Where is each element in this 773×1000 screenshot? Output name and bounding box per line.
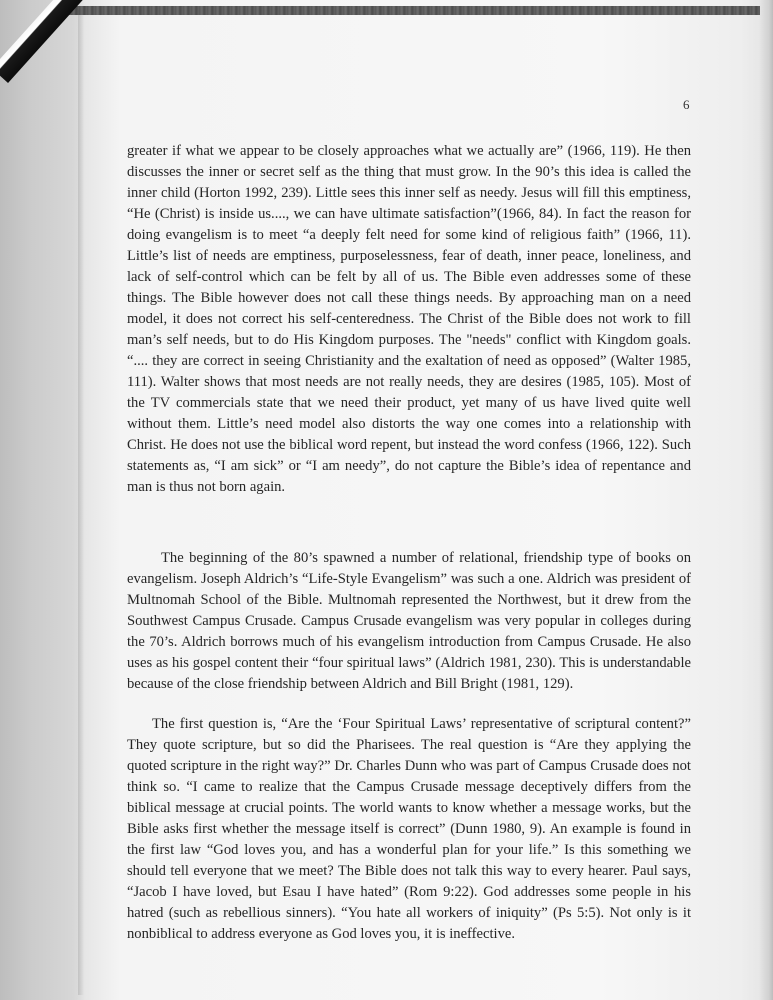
binding-shadow <box>0 0 85 1000</box>
paragraph-1: greater if what we appear to be closely approaches what we actually are” (1966, 119). He then discusses the inner or secret self as the thing that must grow. In the 90’s this idea is called the inner child (Horton 1992, 239). Little sees this inner self as needy. Jesus will fill this emptiness, “He (Christ) is inside us...., we can have ultimate satisfaction”(1966, 84). In fact the reason for doing evangelism is to meet “a deeply felt need for some kind of religious faith” (1966, 11). Little’s list of needs are emptiness, purposelessness, fear of death, inner peace, loneliness, and lack of self-control which can be felt by all of us. The Bible even addresses some of these things. The Bible however does not call these things needs. By approaching man on a need model, it does not correct his self-centeredness. The Christ of the Bible does not work to fill man’s self needs, but to do His Kingdom purposes. The "needs" conflict with Kingdom goals. “.... they are correct in seeing Christianity and the exaltation of need as opposed” (Walter 1985, 111). Walter shows that most needs are not really needs, they are desires (1985, 105). Most of the TV commercials state that we need their product, yet many of us have lived quite well without them. Little’s need model also distorts the way one comes into a relationship with Christ. He does not use the biblical word repent, but instead the word confess (1966, 122). Such statements as, “I am sick” or “I am needy”, do not capture the Bible’s idea of repentance and man is thus not born again. <box>127 143 691 495</box>
scan-top-edge <box>55 6 760 15</box>
paragraph-2: The beginning of the 80’s spawned a number of relational, friendship type of books on evangelism. Joseph Aldrich’s “Life-Style Evangelism” was such a one. Aldrich was president of Multnomah School of the Bible. Multnomah represented the Northwest, but it drew from the Southwest Campus Crusade. Campus Crusade evangelism was very popular in colleges during the 70’s. Aldrich borrows much of his evangelism introduction from Campus Crusade. He also uses as his gospel content their “four spiritual laws” (Aldrich 1981, 230). This is understandable because of the close friendship between Aldrich and Bill Bright (1981, 129). <box>127 550 691 692</box>
scan-right-edge <box>759 0 773 1000</box>
paragraph-3: The first question is, “Are the ‘Four Spiritual Laws’ representative of scriptural content?” They quote scripture, but so did the Pharisees. The real question is “Are they applying the quoted scripture in the right way?” Dr. Charles Dunn who was part of Campus Crusade does not think so. “I came to realize that the Campus Crusade message deceptively differs from the biblical message at crucial points. The world wants to know whether a message works, but the Bible asks first whether the message itself is correct” (Dunn 1980, 9). An example is found in the first law “God loves you, and has a wonderful plan for your life.” Is this something we should tell everyone that we meet? The Bible does not talk this way to every hearer. Paul says, “Jacob I have loved, but Esau I have hated” (Rom 9:22). God addresses some people in his hatred (such as rebellious sinners). “You hate all workers of iniquity” (Ps 5:5). Not only is it nonbiblical to address everyone as God loves you, it is ineffective. <box>127 716 691 942</box>
binding-edge <box>78 10 84 995</box>
page-number: 6 <box>683 97 690 112</box>
